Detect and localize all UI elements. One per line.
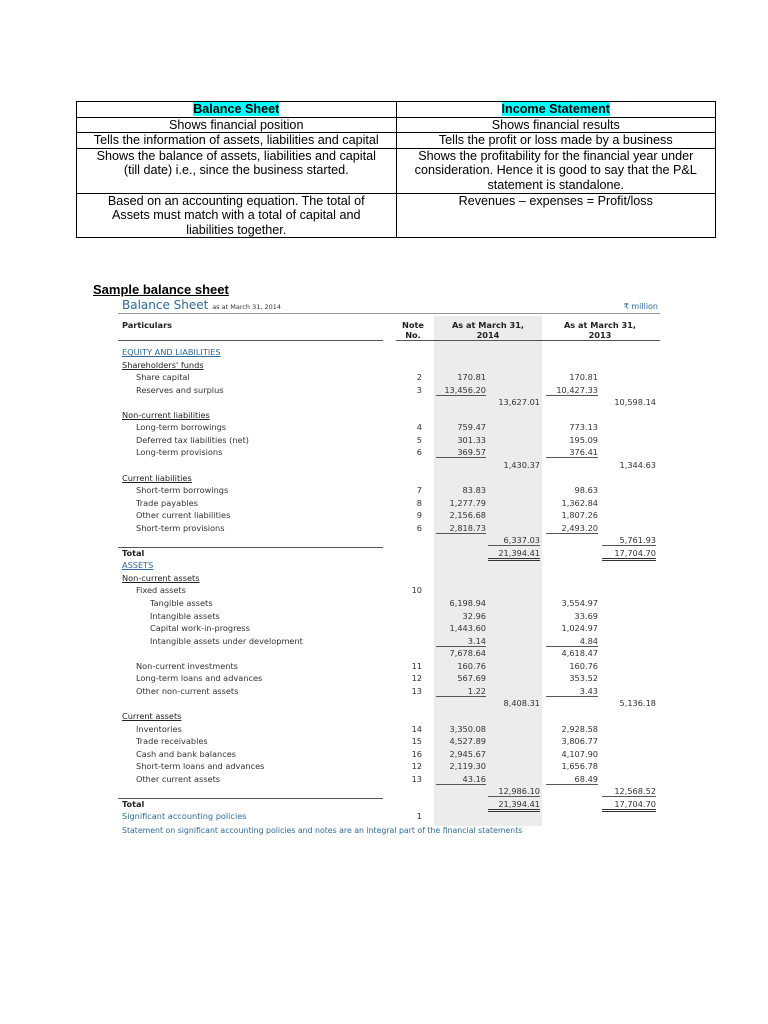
bs-value-2013: 160.76 bbox=[569, 660, 598, 671]
comparison-cell-right: Revenues – expenses = Profit/loss bbox=[396, 193, 716, 238]
bs-line-note: 12 bbox=[411, 761, 422, 772]
bs-line-label: Trade receivables bbox=[136, 736, 208, 747]
bs-value-2014: 2,818.73 bbox=[436, 523, 486, 534]
bs-value-2014: 3,350.08 bbox=[449, 723, 486, 734]
comparison-table bbox=[76, 101, 716, 238]
comparison-row bbox=[77, 148, 716, 193]
bs-line-note: 2 bbox=[416, 372, 422, 383]
bs-line-label: Intangible assets bbox=[150, 610, 220, 621]
bs-line-note: 11 bbox=[411, 660, 422, 671]
bs-value-2014: 6,198.94 bbox=[449, 598, 486, 608]
bs-line-note: 9 bbox=[416, 510, 422, 521]
bs-line-label: Total bbox=[122, 798, 145, 809]
balance-sheet-image bbox=[118, 296, 660, 841]
bs-line-label: Significant accounting policies bbox=[122, 811, 247, 822]
bs-value-2014: 83.83 bbox=[462, 485, 486, 496]
bs-subtotal-2013: 1,344.63 bbox=[619, 459, 656, 470]
comparison-row bbox=[77, 133, 716, 149]
sample-caption: Sample balance sheet bbox=[93, 282, 229, 297]
bs-value-2014: 32.96 bbox=[462, 610, 486, 621]
bs-value-2014: 7,678.64 bbox=[449, 648, 486, 659]
bs-col-note: Note No. bbox=[402, 320, 424, 340]
bs-value-2014: 160.76 bbox=[457, 660, 486, 671]
bs-value-2014: 1.22 bbox=[436, 686, 486, 697]
bs-total-rule bbox=[118, 547, 383, 548]
bs-line-label: Non-current assets bbox=[122, 572, 200, 583]
bs-unit: ₹ million bbox=[623, 302, 658, 311]
bs-value-2014: 759.47 bbox=[457, 422, 486, 433]
bs-value-2014: 3.14 bbox=[436, 636, 486, 647]
comparison-cell-left: Tells the information of assets, liabilities and capital bbox=[77, 133, 397, 149]
bs-line-label: Total bbox=[122, 547, 145, 558]
bs-value-2013: 68.49 bbox=[546, 774, 598, 785]
bs-line-label: Short-term borrowings bbox=[136, 485, 229, 496]
comparison-row bbox=[77, 193, 716, 238]
comparison-header-right bbox=[396, 102, 716, 118]
bs-line-label: Tangible assets bbox=[150, 598, 213, 608]
bs-value-2013: 4,107.90 bbox=[561, 748, 598, 759]
bs-line-label: Non-current investments bbox=[136, 660, 238, 671]
bs-line-note: 8 bbox=[416, 497, 422, 508]
bs-line-note: 4 bbox=[416, 422, 422, 433]
bs-value-2014: 567.69 bbox=[457, 673, 486, 684]
bs-line-label: Reserves and surplus bbox=[136, 384, 224, 395]
bs-value-2013: 3,806.77 bbox=[561, 736, 598, 747]
bs-value-2013: 1,656.78 bbox=[561, 761, 598, 772]
bs-line-note: 6 bbox=[416, 522, 422, 533]
bs-subtotal-2014: 21,394.41 bbox=[488, 548, 540, 561]
bs-col-2013: As at March 31, 2013 bbox=[563, 320, 637, 340]
bs-subtotal-2014: 21,394.41 bbox=[488, 799, 540, 812]
bs-subtotal-2014: 8,408.31 bbox=[503, 698, 540, 709]
bs-value-2014: 170.81 bbox=[457, 372, 486, 383]
bs-line-label: Short-term provisions bbox=[136, 522, 225, 533]
bs-line-label: Shareholders' funds bbox=[122, 359, 204, 370]
bs-value-2014: 2,119.30 bbox=[449, 761, 486, 772]
bs-value-2013: 33.69 bbox=[574, 610, 598, 621]
bs-value-2014: 1,443.60 bbox=[449, 623, 486, 634]
bs-subtotal-2014: 6,337.03 bbox=[488, 535, 540, 546]
bs-subtotal-2014: 1,430.37 bbox=[503, 459, 540, 470]
comparison-cell-right: Shows the profitability for the financial year under consideration. Hence it is good to say that the P&L statement is standalone. bbox=[396, 148, 716, 193]
bs-line-note: 6 bbox=[416, 447, 422, 458]
comparison-header-row bbox=[77, 102, 716, 118]
bs-subtotal-2014: 13,627.01 bbox=[498, 397, 540, 408]
bs-col-particulars: Particulars bbox=[122, 320, 172, 330]
bs-line-label: Long-term borrowings bbox=[136, 422, 227, 433]
bs-value-2014: 1,277.79 bbox=[449, 497, 486, 508]
bs-line-note: 15 bbox=[411, 736, 422, 747]
bs-line-label: Short-term loans and advances bbox=[136, 761, 265, 772]
bs-line-note: 13 bbox=[411, 773, 422, 784]
bs-line-label: Capital work-in-progress bbox=[150, 623, 250, 634]
bs-subtotal-2013: 17,704.70 bbox=[602, 799, 656, 812]
bs-value-2014: 4,527.89 bbox=[449, 736, 486, 747]
bs-value-2013: 2,493.20 bbox=[546, 523, 598, 534]
bs-subtotal-2013: 10,598.14 bbox=[614, 397, 656, 408]
bs-value-2013: 98.63 bbox=[574, 485, 598, 496]
bs-line-note: 14 bbox=[411, 723, 422, 734]
bs-value-2013: 1,362.84 bbox=[561, 497, 598, 508]
bs-value-2013: 170.81 bbox=[569, 372, 598, 383]
bs-line-label: Other current assets bbox=[136, 773, 221, 784]
bs-line-note: 12 bbox=[411, 673, 422, 684]
bs-line-label: EQUITY AND LIABILITIES bbox=[122, 347, 221, 357]
bs-subtotal-2014: 12,986.10 bbox=[488, 786, 540, 797]
bs-value-2013: 1,024.97 bbox=[561, 623, 598, 634]
bs-value-2013: 773.13 bbox=[569, 422, 598, 433]
bs-line-label: Deferred tax liabilities (net) bbox=[136, 434, 249, 445]
comparison-cell-left: Shows financial position bbox=[77, 117, 397, 133]
bs-value-2013: 353.52 bbox=[569, 673, 598, 684]
bs-col-2014: As at March 31, 2014 bbox=[451, 320, 525, 340]
header-income-statement: Income Statement bbox=[501, 102, 610, 116]
bs-footnote: Statement on significant accounting policies and notes are an integral part of the financial statements bbox=[122, 826, 523, 835]
bs-header-rule bbox=[118, 340, 383, 341]
bs-line-label: Other current liabilities bbox=[136, 510, 231, 521]
bs-line-label: Trade payables bbox=[136, 497, 198, 508]
comparison-cell-right: Tells the profit or loss made by a business bbox=[396, 133, 716, 149]
bs-subtotal-2013: 5,136.18 bbox=[619, 698, 656, 709]
bs-subtotal-2013: 12,568.52 bbox=[602, 786, 656, 797]
bs-line-label: Current assets bbox=[122, 710, 182, 721]
bs-line-note: 3 bbox=[416, 384, 422, 395]
bs-line-label: Long-term loans and advances bbox=[136, 673, 263, 684]
bs-line-note: 13 bbox=[411, 685, 422, 696]
bs-top-rule bbox=[118, 313, 660, 314]
bs-value-2014: 301.33 bbox=[457, 434, 486, 445]
bs-value-2014: 43.16 bbox=[436, 774, 486, 785]
bs-header-rule bbox=[396, 340, 660, 341]
bs-line-note: 1 bbox=[416, 811, 422, 822]
bs-value-2014: 13,456.20 bbox=[436, 385, 486, 396]
bs-line-note: 7 bbox=[416, 485, 422, 496]
bs-value-2013: 3.43 bbox=[546, 686, 598, 697]
bs-value-2013: 3,554.97 bbox=[561, 598, 598, 608]
bs-title-text: Balance Sheet bbox=[122, 298, 209, 312]
bs-value-2014: 2,156.68 bbox=[449, 510, 486, 521]
bs-value-2013: 10,427.33 bbox=[546, 385, 598, 396]
bs-line-note: 5 bbox=[416, 434, 422, 445]
bs-value-2014: 369.57 bbox=[436, 447, 486, 458]
comparison-cell-right: Shows financial results bbox=[396, 117, 716, 133]
bs-line-label: Fixed assets bbox=[136, 585, 186, 596]
comparison-cell-left: Shows the balance of assets, liabilities and capital (till date) i.e., since the business started. bbox=[77, 148, 397, 193]
bs-line-label: Long-term provisions bbox=[136, 447, 223, 458]
comparison-row bbox=[77, 117, 716, 133]
bs-subtotal-2013: 5,761.93 bbox=[602, 535, 656, 546]
bs-line-label: Intangible assets under development bbox=[150, 635, 303, 646]
bs-line-note: 10 bbox=[411, 585, 422, 596]
comparison-cell-left: Based on an accounting equation. The total of Assets must match with a total of capital and liabilities together. bbox=[77, 193, 397, 238]
bs-line-label: Cash and bank balances bbox=[136, 748, 237, 759]
bs-total-rule bbox=[118, 798, 383, 799]
bs-title bbox=[122, 298, 281, 312]
bs-value-2013: 4.84 bbox=[546, 636, 598, 647]
bs-line-label: Other non-current assets bbox=[136, 685, 239, 696]
bs-value-2013: 195.09 bbox=[569, 434, 598, 445]
bs-line-label: Share capital bbox=[136, 372, 190, 383]
bs-value-2013: 2,928.58 bbox=[561, 723, 598, 734]
bs-line-note: 16 bbox=[411, 748, 422, 759]
bs-subtitle: as at March 31, 2014 bbox=[212, 303, 282, 311]
header-balance-sheet: Balance Sheet bbox=[193, 102, 280, 116]
bs-line-label: Inventories bbox=[136, 723, 182, 734]
bs-subtotal-2013: 17,704.70 bbox=[602, 548, 656, 561]
bs-value-2013: 4,618.47 bbox=[561, 648, 598, 659]
bs-value-2014: 2,945.67 bbox=[449, 748, 486, 759]
bs-value-2013: 1,807.26 bbox=[561, 510, 598, 521]
comparison-header-left bbox=[77, 102, 397, 118]
bs-line-label: Non-current liabilities bbox=[122, 409, 210, 420]
bs-line-label: ASSETS bbox=[122, 560, 154, 571]
bs-line-label: Current liabilities bbox=[122, 472, 192, 483]
bs-value-2013: 376.41 bbox=[546, 447, 598, 458]
